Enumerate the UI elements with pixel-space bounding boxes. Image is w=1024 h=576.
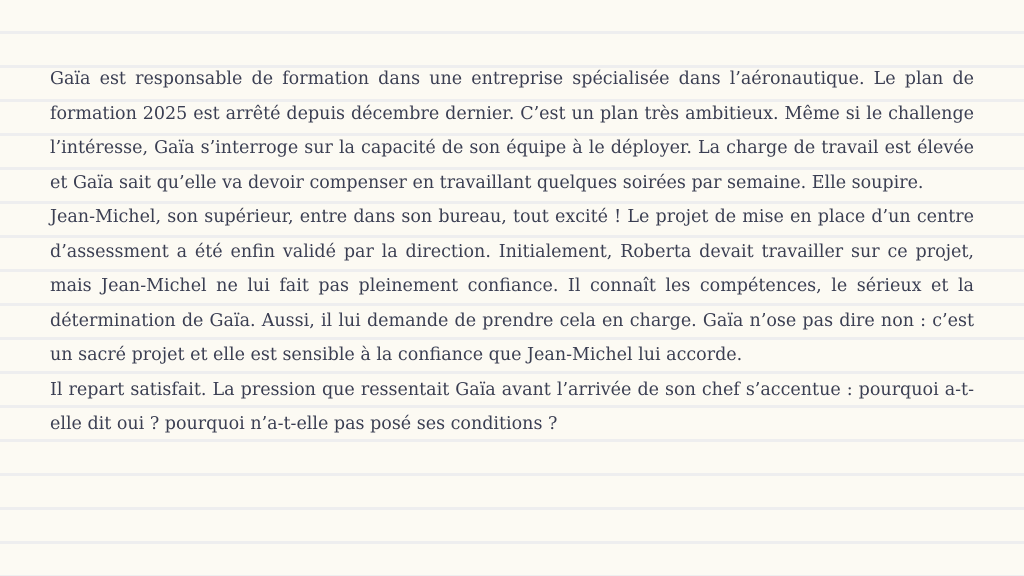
paragraph-manager-visit: Jean-Michel, son supérieur, entre dans son bureau, tout excité ! Le projet de mise en place d’un centre d’assessment a été enfin validé par la direction. Initialement, Roberta devait travailler sur ce projet, mais Jean-Michel ne lui fait pas pleinement confiance. Il connaît les compétences, le sérieux et la détermination de Gaïa. Aussi, il lui demande de prendre cela en charge. Gaïa n’ose pas dire non : c’est un sacré projet et elle est sensible à la confiance que Jean-Michel lui accorde. xyxy=(50,207,974,365)
story-text xyxy=(50,62,974,442)
paragraph-intro: Gaïa est responsable de formation dans une entreprise spécialisée dans l’aéronautique. Le plan de formation 2025 est arrêté depuis décembre dernier. C’est un plan très ambitieux. Même si le challenge l’intéresse, Gaïa s’interroge sur la capacité de son équipe à le déployer. La charge de travail est élevée et Gaïa sait qu’elle va devoir compenser en travaillant quelques soirées par semaine. Elle soupire. xyxy=(50,69,974,193)
paragraph-aftermath: Il repart satisfait. La pression que ressentait Gaïa avant l’arrivée de son chef s’accentue : pourquoi a-t-elle dit oui ? pourquoi n’a-t-elle pas posé ses conditions ? xyxy=(50,379,974,434)
